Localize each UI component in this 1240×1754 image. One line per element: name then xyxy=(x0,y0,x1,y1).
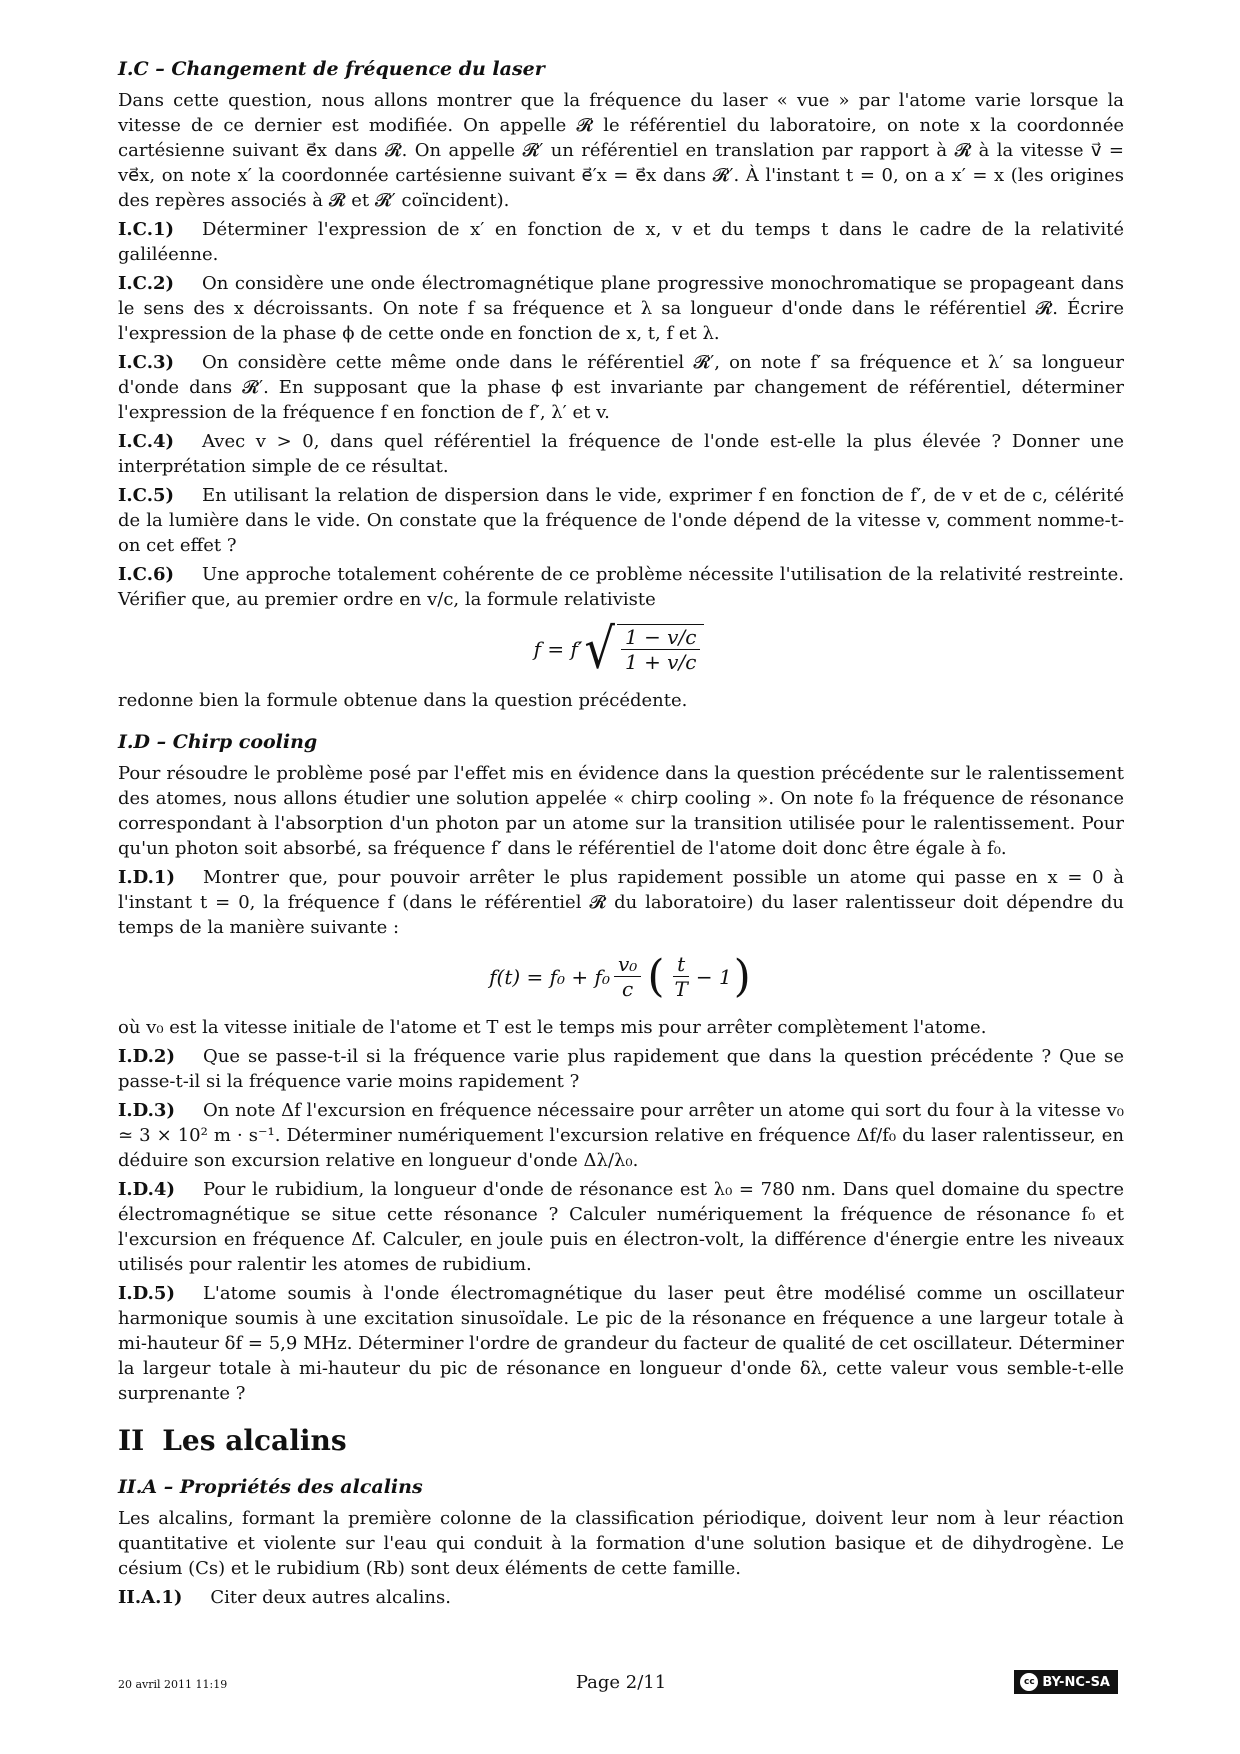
right-paren-icon: ) xyxy=(733,950,751,1002)
question-text: Avec v > 0, dans quel référentiel la fréquence de l'onde est-elle la plus élevée ? Donner une interprétation simple de ce résultat. xyxy=(118,431,1124,477)
question-id2 xyxy=(118,1044,1124,1094)
question-number: I.D.4) xyxy=(118,1179,175,1200)
question-number: I.C.5) xyxy=(118,485,175,506)
question-number: I.C.4) xyxy=(118,431,175,452)
formula-numerator: 1 − v/c xyxy=(621,625,700,650)
question-text: L'atome soumis à l'onde électromagnétique du laser peut être modélisé comme un oscillateur harmonique soumis à une excitation sinusoïdale. Le pic de la résonance en fréquence a une largeur totale à mi-hauteur δf = 5,9 MHz. Déterminer l'ordre de grandeur du facteur de qualité de cet oscillateur. Déterminer la largeur totale à mi-hauteur du pic de résonance en longueur d'onde δλ, cette valeur vous semble-t-elle surprenante ? xyxy=(118,1283,1124,1404)
formula-fraction-t-T xyxy=(670,952,691,1001)
question-ic6 xyxy=(118,562,1124,612)
license-label: BY-NC-SA xyxy=(1042,1674,1110,1690)
question-id5 xyxy=(118,1281,1124,1406)
question-number: I.C.6) xyxy=(118,564,175,585)
question-text: Que se passe-t-il si la fréquence varie plus rapidement que dans la question précédente ? Que se passe-t-il si la fréquence varie moins rapidement ? xyxy=(118,1046,1124,1092)
question-id4 xyxy=(118,1177,1124,1277)
question-text: Pour le rubidium, la longueur d'onde de résonance est λ₀ = 780 nm. Dans quel domaine du spectre électromagnétique se situe cette résonance ? Calculer numériquement la fréquence de résonance f₀ et l'excursion en fréquence Δf. Calculer, en joule puis en électron-volt, la différence d'énergie entre les niveaux utilisés pour ralentir les atomes de rubidium. xyxy=(118,1179,1124,1275)
question-text: Déterminer l'expression de x′ en fonction de x, v et du temps t dans le cadre de la relativité galiléenne. xyxy=(118,219,1124,265)
question-ic2 xyxy=(118,271,1124,346)
question-number: I.D.5) xyxy=(118,1283,175,1304)
section-ii-heading xyxy=(118,1424,1124,1458)
question-ic5 xyxy=(118,483,1124,558)
formula-lhs: f = f′ xyxy=(533,637,583,661)
question-text: On note Δf l'excursion en fréquence nécessaire pour arrêter un atome qui sort du four à la vitesse v₀ ≃ 3 × 10² m · s⁻¹. Déterminer numériquement l'excursion relative en fréquence Δf/f₀ du laser ralentisseur, en déduire son excursion relative en longueur d'onde Δλ/λ₀. xyxy=(118,1100,1124,1171)
question-ic4 xyxy=(118,429,1124,479)
question-id3 xyxy=(118,1098,1124,1173)
formula-denominator: T xyxy=(674,977,688,1001)
chirp-formula xyxy=(118,952,1124,1001)
formula-denominator: 1 + v/c xyxy=(624,650,697,674)
section-ic-after-formula: redonne bien la formule obtenue dans la question précédente. xyxy=(118,690,688,711)
question-number: I.D.1) xyxy=(118,867,175,888)
question-number: I.C.3) xyxy=(118,352,175,373)
question-number: I.C.1) xyxy=(118,219,175,240)
formula-tail: − 1 xyxy=(695,964,732,989)
footer-date: 20 avril 2011 11:19 xyxy=(118,1678,228,1691)
radical-icon: √ xyxy=(584,616,615,682)
question-text: Citer deux autres alcalins. xyxy=(210,1587,451,1608)
section-id-after-formula: où v₀ est la vitesse initiale de l'atome et T est le temps mis pour arrêter complètement l'atome. xyxy=(118,1017,987,1038)
section-ic-intro: Dans cette question, nous allons montrer que la fréquence du laser « vue » par l'atome varie lorsque la vitesse de ce dernier est modifiée. On appelle 𝓡 le référentiel du laboratoire, on note x la coordonnée cartésienne suivant e⃗x dans 𝓡. On appelle 𝓡′ un référentiel en translation par rapport à 𝓡 à la vitesse v⃗ = ve⃗x, on note x′ la coordonnée cartésienne suivant e⃗′x = e⃗x dans 𝓡′. À l'instant t = 0, on a x′ = x (les origines des repères associés à 𝓡 et 𝓡′ coïncident). xyxy=(118,90,1124,211)
page-footer xyxy=(118,1670,1124,1700)
formula-lhs: f(t) = f₀ + f₀ xyxy=(489,964,610,989)
section-ic-title: I.C – Changement de fréquence du laser xyxy=(118,58,545,80)
section-title: Les alcalins xyxy=(162,1424,347,1457)
question-text: On considère une onde électromagnétique plane progressive monochromatique se propageant dans le sens des x décroissants. On note f sa fréquence et λ sa longueur d'onde dans le référentiel 𝓡. Écrire l'expression de la phase ϕ de cette onde en fonction de x, t, f et λ. xyxy=(118,273,1124,344)
question-text: Montrer que, pour pouvoir arrêter le plus rapidement possible un atome qui passe en x = 0 à l'instant t = 0, la fréquence f (dans le référentiel 𝓡 du laboratoire) du laser ralentisseur doit dépendre du temps de la manière suivante : xyxy=(118,867,1124,938)
page-number: Page 2/11 xyxy=(575,1672,667,1693)
question-number: I.D.2) xyxy=(118,1046,175,1067)
question-ic1 xyxy=(118,217,1124,267)
section-iia-intro: Les alcalins, formant la première colonne de la classification périodique, doivent leur nom à leur réaction quantitative et violente sur l'eau qui conduit à la formation d'une solution basique et de dihydrogène. Le césium (Cs) et le rubidium (Rb) sont deux éléments de cette famille. xyxy=(118,1508,1124,1579)
cc-icon: cc xyxy=(1020,1673,1038,1691)
question-number: I.C.2) xyxy=(118,273,175,294)
relativistic-formula xyxy=(118,616,1124,682)
question-text: On considère cette même onde dans le référentiel 𝓡′, on note f′ sa fréquence et λ′ sa longueur d'onde dans 𝓡′. En supposant que la phase ϕ est invariante par changement de référentiel, déterminer l'expression de la fréquence f en fonction de f′, λ′ et v. xyxy=(118,352,1124,423)
question-text: En utilisant la relation de dispersion dans le vide, exprimer f en fonction de f′, de v et de c, célérité de la lumière dans le vide. On constate que la fréquence de l'onde dépend de la vitesse v, comment nomme-t-on cet effet ? xyxy=(118,485,1124,556)
formula-fraction-v0-c xyxy=(614,952,641,1001)
question-iia1 xyxy=(118,1585,1124,1610)
question-number: I.D.3) xyxy=(118,1100,175,1121)
section-id-title: I.D – Chirp cooling xyxy=(118,731,318,753)
page-content xyxy=(118,56,1124,1614)
formula-numerator: v₀ xyxy=(614,952,641,977)
question-text: Une approche totalement cohérente de ce problème nécessite l'utilisation de la relativité restreinte. Vérifier que, au premier ordre en v/c, la formule relativiste xyxy=(118,564,1124,610)
section-number: II xyxy=(118,1424,145,1457)
question-id1 xyxy=(118,865,1124,940)
license-badge[interactable] xyxy=(1014,1670,1118,1694)
formula-numerator: t xyxy=(673,952,689,977)
formula-fraction xyxy=(617,624,704,674)
section-id-intro: Pour résoudre le problème posé par l'effet mis en évidence dans la question précédente sur le ralentissement des atomes, nous allons étudier une solution appelée « chirp cooling ». On note f₀ la fréquence de résonance correspondant à l'absorption d'un photon par un atome sur la transition utilisée pour le ralentissement. Pour qu'un photon soit absorbé, sa fréquence f′ dans le référentiel de l'atome doit donc être égale à f₀. xyxy=(118,763,1124,859)
question-number: II.A.1) xyxy=(118,1587,183,1608)
left-paren-icon: ( xyxy=(647,950,665,1002)
section-iia-title: II.A – Propriétés des alcalins xyxy=(118,1476,423,1498)
question-ic3 xyxy=(118,350,1124,425)
sqrt-sign xyxy=(584,616,708,682)
formula-denominator: c xyxy=(622,977,634,1001)
